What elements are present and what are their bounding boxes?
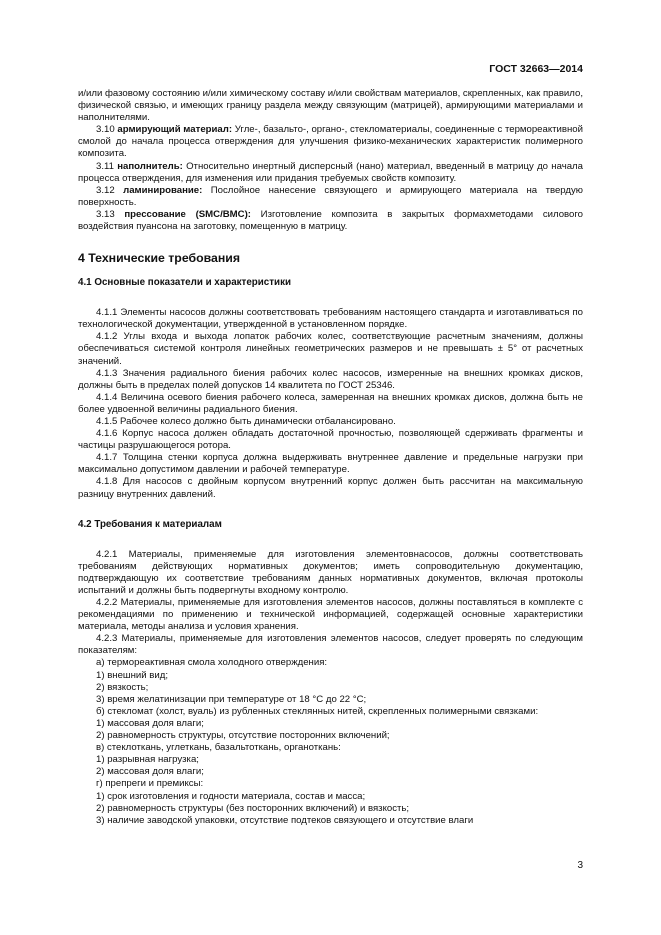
paragraph-4-2-2: 4.2.2 Материалы, применяемые для изготовления элементов насосов, должны поставляться в комплекте с рекомендациями по применению и технической информацией, содержащей основные характеристики материала, методы анализа и условия хранения. [78,597,583,633]
paragraph-4-2-3: 4.2.3 Материалы, применяемые для изготовления элементов насосов, следует проверять по следующим показателям: [78,633,583,657]
list-item: 2) вязкость; [96,681,149,693]
list-item: 1) внешний вид; [96,669,169,681]
list-item: б) стекломат (холст, вуаль) из рубленных стеклянных нитей, скрепленных полимерными связками: [96,705,539,717]
page-body [78,88,583,827]
term-3-12 [78,185,583,209]
list-item: 3) наличие заводской упаковки, отсутствие подтеков связующего и отсутствие влаги [96,814,474,826]
list-item: в) стеклоткань, углеткань, базальтоткань, органоткань: [96,742,341,754]
paragraph-4-1-4: 4.1.4 Величина осевого биения рабочего колеса, замеренная на внешних кромках дисков, должна быть не более удвоенной величины радиального биения. [78,391,583,415]
term-title: наполнитель: [117,160,183,172]
paragraph-4-1-8: 4.1.8 Для насосов с двойным корпусом внутренний корпус должен быть рассчитан на максимальную разницу внутренних давлений. [78,476,583,500]
term-definition: Угле-, базальто-, органо-, стекломатериалы, соединенные с термореактивной смолой до начала процесса отверждения для улучшения физико-механических характеристик полимерного композита. [78,124,584,160]
term-definition: Изготовление композита в закрытых формахметодами силового воздействия пуансона на заготовку, помещенную в матрицу. [78,208,583,233]
subsection-4-1-heading: 4.1 Основные показатели и характеристики [78,277,291,289]
term-number: 3.10 [96,124,118,136]
term-title: прессование (SMC/BMC): [124,208,251,220]
term-number: 3.11 [96,160,118,172]
paragraph-4-1-6: 4.1.6 Корпус насоса должен обладать достаточной прочностью, позволяющей сдерживать фрагменты и частицы разрушающегося ротора. [78,428,583,452]
paragraph-4-2-1: 4.2.1 Материалы, применяемые для изготовления элементовнасосов, должны соответствовать требованиям действующих нормативных документов; иметь сопроводительную документацию, подтверждающую их соответствие требованиям данных нормативных документов, включая протоколы испытаний и должны быть подвергнуты входному контролю. [78,548,583,596]
subsection-4-2-heading: 4.2 Требования к материалам [78,518,222,530]
term-title: армирующий материал: [117,124,233,136]
list-item: 2) массовая доля влаги; [96,766,204,778]
document-header: ГОСТ 32663—2014 [489,63,583,75]
paragraph-4-1-5: 4.1.5 Рабочее колесо должно быть динамически отбалансировано. [96,415,396,427]
paragraph-terms-continuation: и/или фазовому состоянию и/или химическому составу и/или свойствам материалов, скрепленных, как правило, физической связью, и имеющих границу раздела между связующим (матрицей), армирующими материалами и наполнителями. [78,88,583,124]
term-title: ламинирование: [123,184,203,196]
paragraph-4-1-7: 4.1.7 Толщина стенки корпуса должна выдерживать внутреннее давление и предельные нагрузки при максимально допустимом давлении и рабочей температуре. [78,452,583,476]
term-number: 3.12 [96,184,124,196]
term-definition: Послойное нанесение связующего и армирующего материала на твердую поверхность. [78,184,583,208]
section-4-heading: 4 Технические требования [78,251,240,266]
term-definition: Относительно инертный дисперсный (нано) материал, введенный в матрицу до начала процесса отверждения, для изменения или придания требуемых свойств композиту. [78,160,583,184]
paragraph-4-1-3: 4.1.3 Значения радиального биения рабочих колес насосов, измеренные на внешних кромках дисков, должны быть в пределах полей допусков 14 квалитета по ГОСТ 25346. [78,367,583,391]
list-item: 1) срок изготовления и годности материала, состав и масса; [96,790,366,802]
term-3-11 [78,161,583,185]
list-item: 2) равномерность структуры, отсутствие посторонних включений; [96,730,390,742]
term-number: 3.13 [96,208,125,220]
page-number: 3 [577,860,583,871]
paragraph-4-1-2: 4.1.2 Углы входа и выхода лопаток рабочих колес, соответствующие расчетным значениям, должны обеспечиваться системой контроля линейных геометрических размеров и не превышать ± 5° от расчетных значений. [78,331,583,367]
list-item: 1) массовая доля влаги; [96,717,204,729]
list-item: 1) разрывная нагрузка; [96,754,199,766]
term-3-13 [78,209,583,233]
list-item: 3) время желатинизации при температуре от 18 °С до 22 °С; [96,693,367,705]
list-item: а) термореактивная смола холодного отверждения: [96,657,328,669]
list-item: 2) равномерность структуры (без посторонних включений) и вязкость; [96,802,410,814]
term-3-10 [78,124,583,160]
paragraph-4-1-1: 4.1.1 Элементы насосов должны соответствовать требованиям настоящего стандарта и изготавливаться по технологической документации, утвержденной в установленном порядке. [78,307,583,331]
list-item: г) препреги и премиксы: [96,778,204,790]
